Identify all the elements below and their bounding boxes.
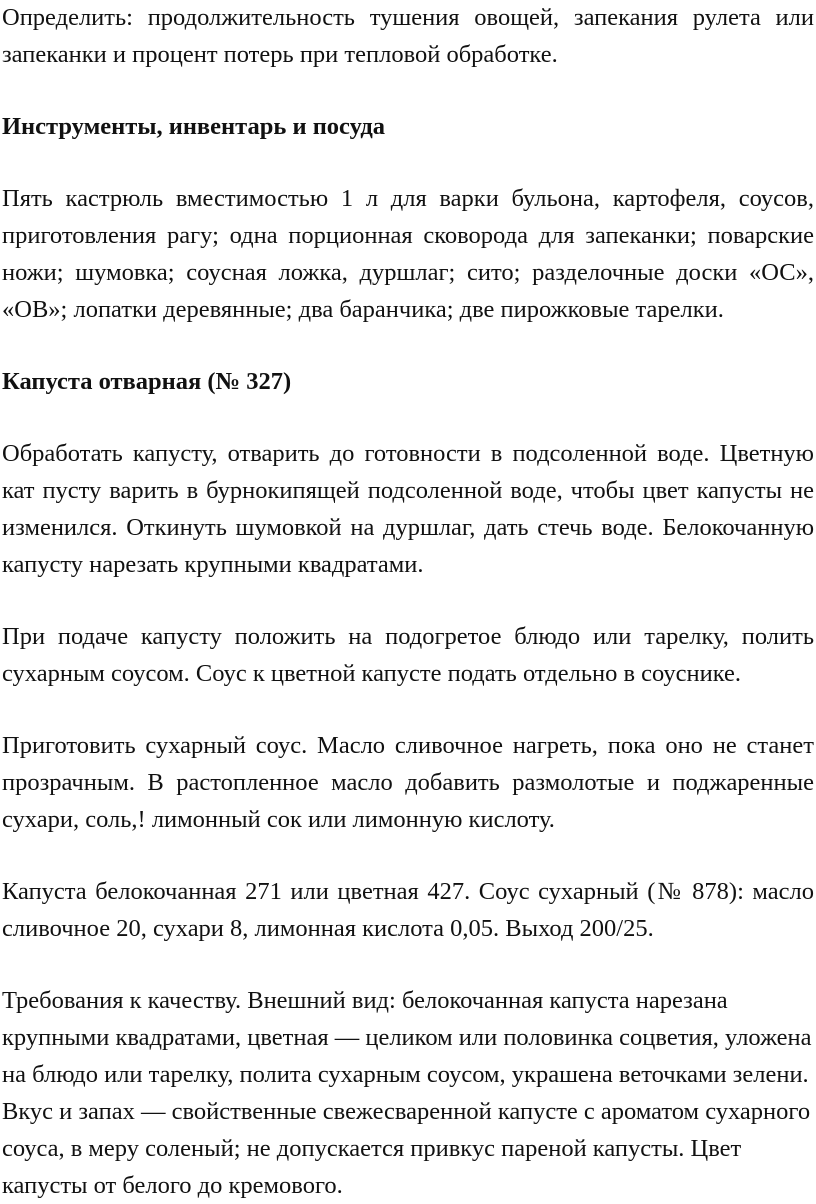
recipe-heading: Капуста отварная (№ 327) <box>2 368 292 395</box>
recipe-paragraph-ingredients: Капуста белокочанная 271 или цветная 427. Соус сухарный (№ 878): масло сливочное 20, сухари 8, лимонная кислота 0,05. Выход 200/25. <box>2 878 814 942</box>
intro-paragraph: Определить: продолжительность тушения овощей, запекания рулета или запеканки и процент потерь при тепловой обработке. <box>2 4 814 68</box>
spacer <box>2 692 814 727</box>
tools-paragraph: Пять кастрюль вместимостью 1 л для варки бульона, картофеля, соусов, приготовления рагу; одна порционная сковорода для запеканки; поварские ножи; шумовка; соусная ложка, дуршлаг; сито; разделочные доски «ОС», «ОВ»; лопатки деревянные; два баранчика; две пирожковые тарелки. <box>2 185 814 323</box>
recipe-paragraph-sauce: Приготовить сухарный соус. Масло сливочное нагреть, пока оно не станет прозрачным. В растопленное масло добавить размолотые и поджаренные сухари, соль,! лимонный сок или лимонную кислоту. <box>2 732 814 833</box>
recipe-paragraph-quality: Требования к качеству. Внешний вид: белокочанная капуста нарезана крупными квадратами, цветная — целиком или половинка соцветия, уложена на блюдо или тарелку, полита сухарным соусом, украшена веточками зелени. Вкус и запах — свойственные свежесваренной капусте с ароматом сухарного соуса, в меру соленый; не допускается привкус пареной капусты. Цвет капусты от белого до кремового. <box>2 987 812 1199</box>
spacer <box>2 400 814 435</box>
spacer <box>2 328 814 363</box>
tools-heading: Инструменты, инвентарь и посуда <box>2 113 385 140</box>
spacer <box>2 838 814 873</box>
document-page <box>2 0 814 1204</box>
recipe-paragraph-serving: При подаче капусту положить на подогретое блюдо или тарелку, полить сухарным соусом. Соус к цветной капусте подать отдельно в соуснике. <box>2 623 814 687</box>
spacer <box>2 583 814 618</box>
recipe-paragraph-preparation: Обработать капусту, отварить до готовности в подсоленной воде. Цветную кат пусту варить в бурнокипящей подсоленной воде, чтобы цвет капусты не изменился. Откинуть шумовкой на дуршлаг, дать стечь воде. Белокочанную капусту нарезать крупными квадратами. <box>2 440 814 578</box>
spacer <box>2 947 814 982</box>
spacer <box>2 145 814 180</box>
spacer <box>2 73 814 108</box>
